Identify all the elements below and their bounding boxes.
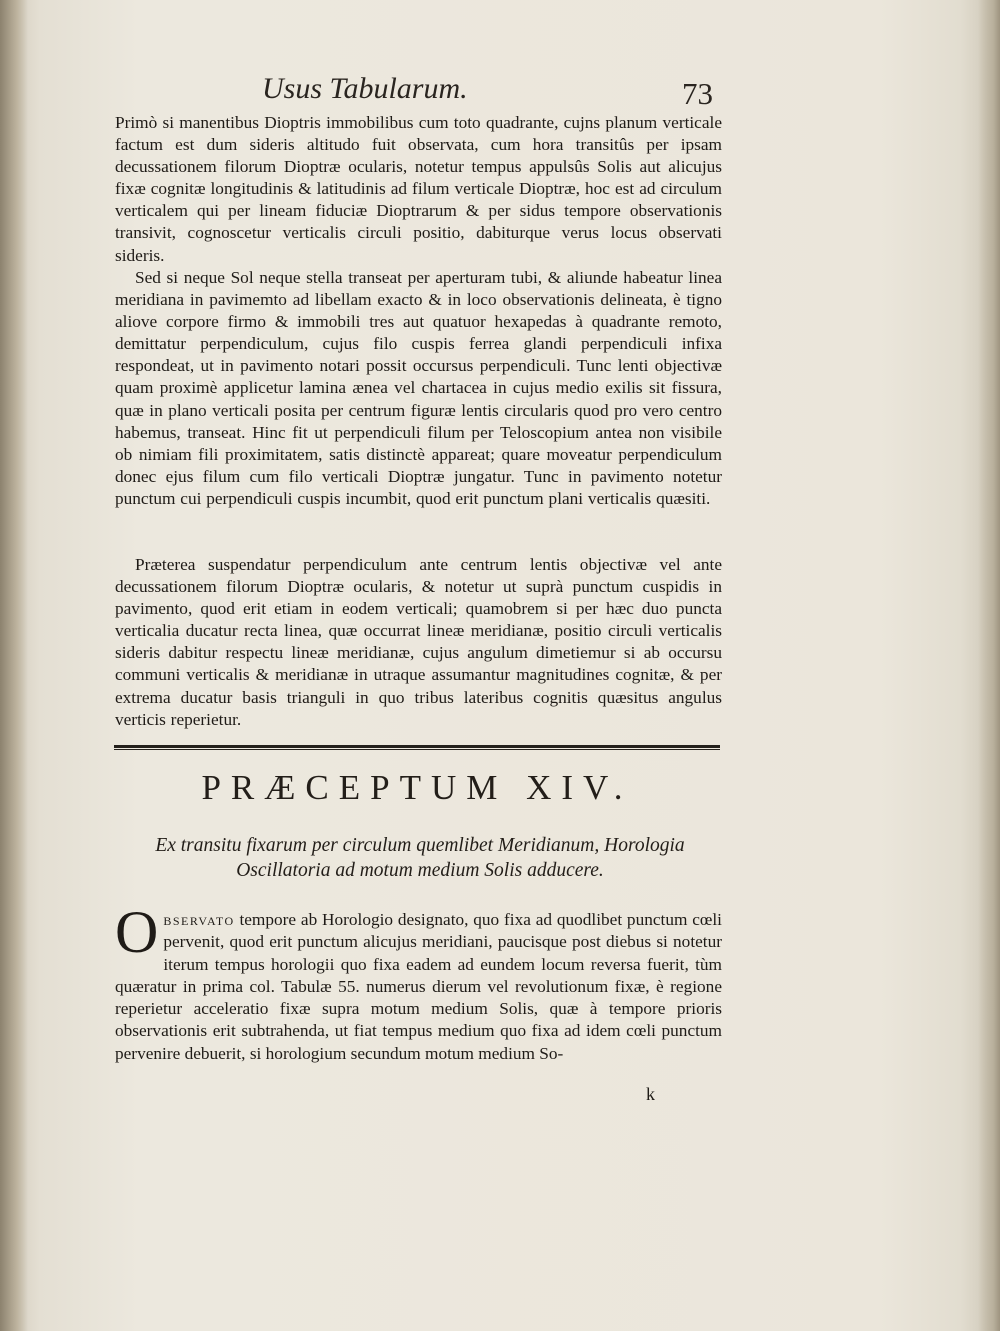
drop-cap-letter: O — [115, 899, 159, 965]
paragraph-sed: Sed si neque Sol neque stella transeat per aperturam tubi, & aliunde habeatur linea meridiana in pavimemto ad libellam exacto & in loco observationis delineata, è tigno aliove corpore firmo & immobili tres aut quatuor hexapedas à quadrante remoto, demittatur perpendiculum, cujus filo cuspis ferrea glandi perpendiculi infixa respondeat, ut in pavimento notari possit occursus perpendiculi. Tunc lenti objectivæ quam proximè applicetur lamina ænea vel chartacea in cujus medio exilis sit fissura, quæ in plano verticali posita per centrum figuræ lentis circularis quod pro vero centro habemus, transeat. Hinc fit ut perpendiculi filum per Telоscopium antea non visibile ob nimiam fili proximitatem, satis distinctè appareat; quare moveatur perpendiculum donec ejus filum cum filo verticali Dioptræ jungatur. Tunc in pavimento notetur punctum cui perpendiculi cuspis incumbit, quod erit punctum plani verticalis quæsiti. — [115, 268, 722, 508]
section-divider-rule — [114, 745, 720, 750]
section-subheading: Ex transitu fixarum per circulum quemlibet Meridianum, Horologia Oscillatoria ad motum medium Solis adducere. — [155, 835, 685, 881]
page-number: 73 — [682, 76, 713, 111]
section-body-text: tempore ab Horologio designato, quo fixa ad quodlibet punctum cœli pervenit, quod erit punctum alicujus meridiani, paucisque post diebus si notetur iterum tempus horologii quo fixa eadem ad eundem locum reversa fuerit, tùm quæratur in prima col. Tabulæ 55. numerus dierum vel revolutionum fixæ, è regione reperietur acceleratio fixæ supra motum medium Solis, quæ à tempore prioris observationis erit subtrahenda, ut fiat tempus medium quo fixa ad idem cœli punctum pervenire debuerit, si horologium secundum motum medium So- — [115, 910, 722, 1063]
section-heading: PRÆCEPTUM XIV. — [201, 768, 633, 807]
section-body — [115, 899, 722, 1065]
paragraph-praeterea: Præterea suspendatur perpendiculum ante centrum lentis objectivæ vel ante decussationem filorum Dioptræ ocularis, & notetur ut suprà punctum cuspidis in pavimento, quod erit etiam in eodem verticali; quamobrem si per hæc duo puncta verticalia ducatur recta linea, quæ occurrat lineæ meridianæ, positio circuli verticalis sideris dabitur respectu lineæ meridianæ, cujus angulum dimetiemur si ab occursu communi verticalis & meridianæ in utraque assumantur magnitudines cognitæ, & per extrema ducatur basis trianguli in quo tribus lateribus cognitis quæsitus angulus verticis reperietur. — [115, 555, 722, 729]
running-header-title: Usus Tabularum. — [262, 72, 468, 105]
page-fore-edge — [978, 0, 1000, 1331]
small-caps-lead: bservato — [163, 910, 235, 929]
paragraph-primo: Primò si manentibus Dioptris immobilibus cum toto quadrante, cujns planum verticale factum est dum sideris altitudo fuit observata, cum hora transitûs per ipsam decussationem filorum Dioptræ ocularis, notetur tempus appulsûs Solis aut alicujus fixæ cognitæ longitudinis & latitudinis ad filum verticale Dioptræ, hoc est ad circulum verticalem qui per lineam fiduciæ Dioptrarum & per sidus tempore observationis transivit, cognoscetur verticalis circuli positio, dabiturque verus locus observati sideris. — [115, 113, 722, 265]
page-binding-shadow — [0, 0, 28, 1331]
catchword: k — [646, 1084, 655, 1104]
